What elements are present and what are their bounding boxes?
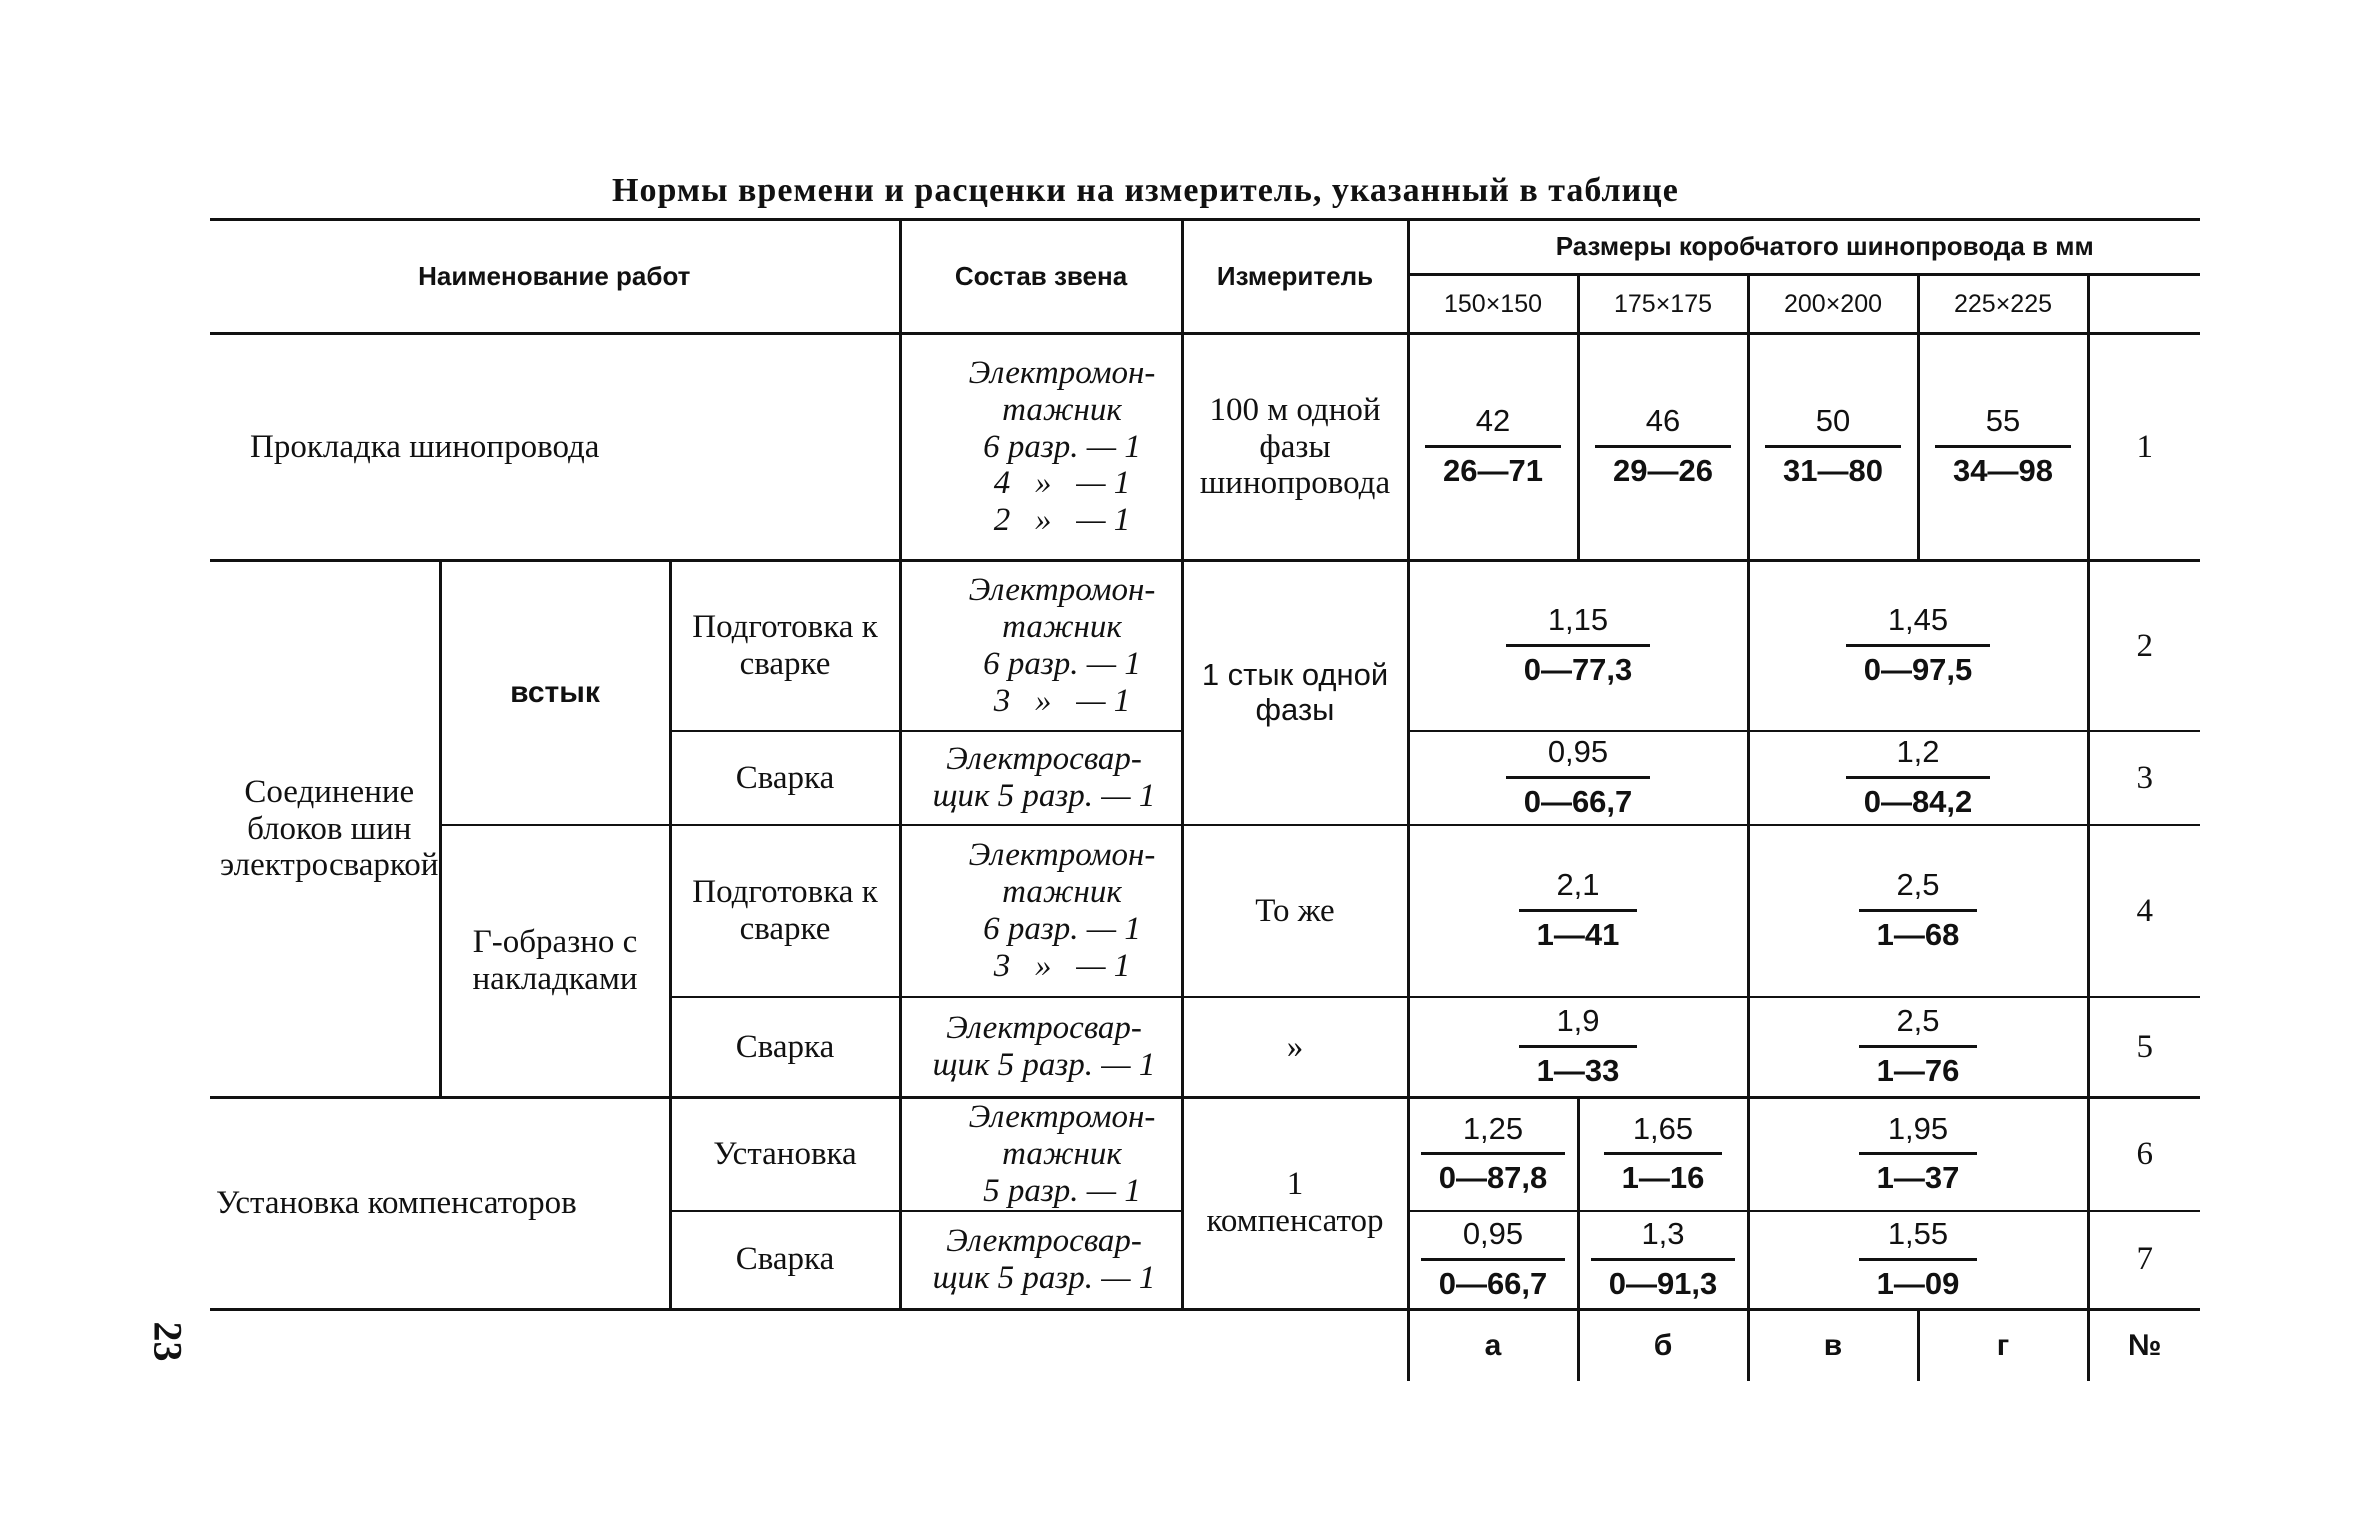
- crew-composition: Электромон- тажник 5 разр. — 1: [900, 1098, 1182, 1211]
- crew-composition: Электросвар- щик 5 разр. — 1: [900, 731, 1182, 825]
- norm: 1,25: [1421, 1112, 1566, 1156]
- value-cell: [1408, 1098, 1578, 1211]
- price: 31—80: [1783, 452, 1883, 488]
- column-letters-row: [210, 1309, 2200, 1381]
- price: 1—76: [1876, 1052, 1960, 1088]
- row-number: 7: [2088, 1211, 2200, 1310]
- value-cell: [1918, 334, 2088, 561]
- table-row: [210, 1098, 2200, 1211]
- norms-table: [210, 218, 2200, 1381]
- value-cell: [1408, 731, 1748, 825]
- unit: То же: [1182, 825, 1408, 997]
- norm: 2,5: [1859, 1004, 1978, 1048]
- header-size-b: 175×175: [1578, 275, 1748, 334]
- unit: 1 компенсатор: [1182, 1098, 1408, 1310]
- price: 1—37: [1876, 1160, 1960, 1196]
- norm: 50: [1765, 404, 1901, 448]
- operation: Подготовка к сварке: [670, 825, 900, 997]
- operation: Сварка: [670, 731, 900, 825]
- norm: 1,65: [1604, 1112, 1723, 1156]
- work-name: Соединение блоков шин электросваркой: [220, 773, 439, 884]
- row-number: 3: [2088, 731, 2200, 825]
- norm: 0,95: [1421, 1217, 1566, 1261]
- price: 1—41: [1536, 916, 1620, 952]
- header-work-name: Наименование работ: [418, 260, 691, 291]
- row-number: 2: [2088, 561, 2200, 732]
- price: 0—66,7: [1523, 783, 1633, 819]
- column-letter: г: [1918, 1309, 2088, 1381]
- column-letter: а: [1408, 1309, 1578, 1381]
- value-cell: [1748, 561, 2088, 732]
- norm: 46: [1595, 404, 1731, 448]
- price: 26—71: [1443, 452, 1543, 488]
- row-number: 6: [2088, 1098, 2200, 1211]
- norm: 1,55: [1859, 1217, 1978, 1261]
- row-number: 1: [2088, 334, 2200, 561]
- value-cell: [1748, 334, 1918, 561]
- unit: »: [1182, 997, 1408, 1098]
- norm: 2,5: [1859, 868, 1978, 912]
- norm: 1,2: [1846, 735, 1991, 779]
- value-cell: [1408, 825, 1748, 997]
- header-crew: Состав звена: [900, 220, 1182, 334]
- price: 0—77,3: [1523, 651, 1633, 687]
- header-size-blank: [2088, 275, 2200, 334]
- price: 0—91,3: [1608, 1265, 1718, 1301]
- value-cell: [1578, 1098, 1748, 1211]
- table-row: [210, 825, 2200, 997]
- value-cell: [1748, 731, 2088, 825]
- value-cell: [1748, 825, 2088, 997]
- value-cell: [1748, 1098, 2088, 1211]
- value-cell: [1408, 1211, 1578, 1310]
- crew-composition: Электросвар- щик 5 разр. — 1: [900, 997, 1182, 1098]
- column-letter: №: [2088, 1309, 2200, 1381]
- operation: Сварка: [670, 1211, 900, 1310]
- norm: 1,95: [1859, 1112, 1978, 1156]
- norm: 2,1: [1519, 868, 1638, 912]
- work-name: Установка компенсаторов: [216, 1184, 577, 1221]
- column-letter: в: [1748, 1309, 1918, 1381]
- header-size-c: 200×200: [1748, 275, 1918, 334]
- table-row: [210, 334, 2200, 561]
- crew-composition: Электромон- тажник 6 разр. — 1 3 » — 1: [900, 825, 1182, 997]
- norm: 1,45: [1846, 603, 1991, 647]
- page-number: 23: [145, 1321, 191, 1362]
- value-cell: [1408, 997, 1748, 1098]
- work-name: Прокладка шинопровода: [250, 428, 600, 465]
- price: 0—84,2: [1863, 783, 1973, 819]
- header-row: [210, 220, 2200, 275]
- column-letter: б: [1578, 1309, 1748, 1381]
- price: 1—68: [1876, 916, 1960, 952]
- crew-composition: Электромон- тажник 6 разр. — 1 4 » — 1 2 » — 1: [900, 334, 1182, 561]
- header-size-a: 150×150: [1408, 275, 1578, 334]
- operation: Сварка: [670, 997, 900, 1098]
- row-number: 4: [2088, 825, 2200, 997]
- price: 0—87,8: [1438, 1160, 1548, 1196]
- price: 1—09: [1876, 1265, 1960, 1301]
- value-cell: [1578, 334, 1748, 561]
- norm: 1,15: [1506, 603, 1651, 647]
- price: 1—33: [1536, 1052, 1620, 1088]
- value-cell: [1408, 334, 1578, 561]
- unit: 1 стык одной фазы: [1182, 561, 1408, 826]
- value-cell: [1408, 561, 1748, 732]
- header-size-d: 225×225: [1918, 275, 2088, 334]
- price: 0—66,7: [1438, 1265, 1548, 1301]
- operation: Установка: [670, 1098, 900, 1211]
- header-unit: Измеритель: [1182, 220, 1408, 334]
- joint-type: встык: [440, 561, 670, 826]
- value-cell: [1748, 1211, 2088, 1310]
- operation: Подготовка к сварке: [670, 561, 900, 732]
- joint-type: Г-образно с накладками: [440, 825, 670, 1098]
- price: 34—98: [1953, 452, 2053, 488]
- norm: 1,3: [1591, 1217, 1736, 1261]
- norm: 55: [1935, 404, 2071, 448]
- price: 0—97,5: [1863, 651, 1973, 687]
- norm: 1,9: [1519, 1004, 1638, 1048]
- crew-composition: Электросвар- щик 5 разр. — 1: [900, 1211, 1182, 1310]
- header-sizes-title: Размеры коробчатого шинопровода в мм: [1408, 220, 2200, 275]
- table-title: Нормы времени и расценки на измеритель, указанный в таблице: [612, 172, 1679, 209]
- blank: [210, 1309, 1408, 1381]
- row-number: 5: [2088, 997, 2200, 1098]
- norm: 0,95: [1506, 735, 1651, 779]
- price: 1—16: [1621, 1160, 1705, 1196]
- crew-composition: Электромон- тажник 6 разр. — 1 3 » — 1: [900, 561, 1182, 732]
- value-cell: [1578, 1211, 1748, 1310]
- norm: 42: [1425, 404, 1561, 448]
- price: 29—26: [1613, 452, 1713, 488]
- unit: 100 м одной фазы шинопровода: [1182, 334, 1408, 561]
- table-row: [210, 561, 2200, 732]
- value-cell: [1748, 997, 2088, 1098]
